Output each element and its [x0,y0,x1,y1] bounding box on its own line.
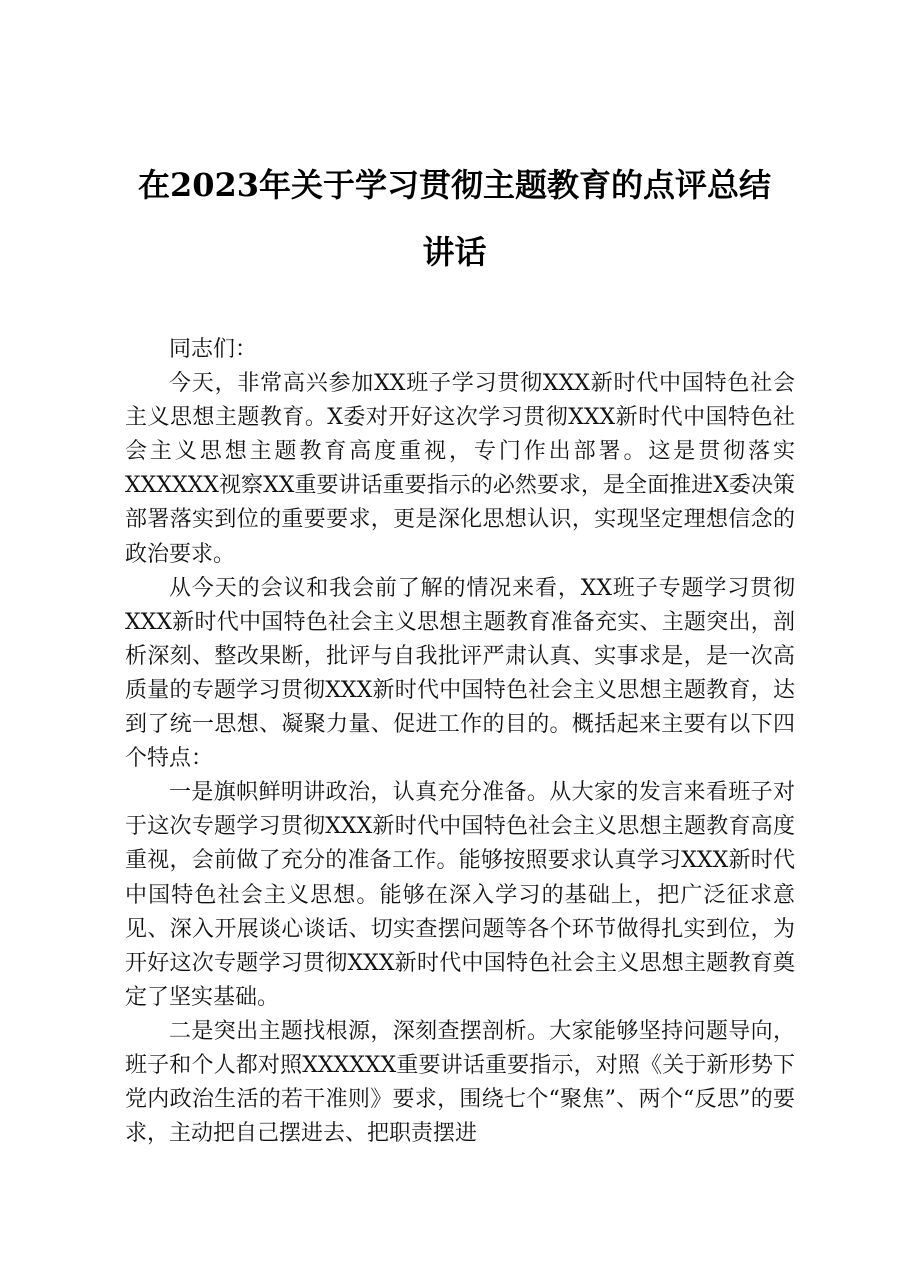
paragraph-4: 二是突出主题找根源，深刻查摆剖析。大家能够坚持问题导向，班子和个人都对照XXXXXX重要讲话重要指示，对照《关于新形势下党内政治生活的若干准则》要求，围绕七个“聚焦”、两个“反思”的要求，主动把自己摆进去、把职责摆进 [125,1018,795,1147]
document-body [125,333,795,1151]
document-title-line-1: 在2023年关于学习贯彻主题教育的点评总结 [137,166,772,204]
salutation: 同志们： [169,337,258,362]
paragraph-3: 一是旗帜鲜明讲政治，认真充分准备。从大家的发言来看班子对于这次专题学习贯彻XXX新时代中国特色社会主义思想主题教育高度重视，会前做了充分的准备工作。能够按照要求认真学习XXX新时代中国特色社会主义思想。能够在深入学习的基础上，把广泛征求意见、深入开展谈心谈话、切实查摆问题等各个环节做得扎实到位，为开好这次专题学习贯彻XXX新时代中国特色社会主义思想主题教育奠定了坚实基础。 [125,780,795,1010]
document-title-line-2: 讲话 [422,233,487,271]
paragraph-2: 从今天的会议和我会前了解的情况来看，XX班子专题学习贯彻XXX新时代中国特色社会主义思想主题教育准备充实、主题突出，剖析深刻、整改果断，批评与自我批评严肃认真、实事求是，是一次高质量的专题学习贯彻XXX新时代中国特色社会主义思想主题教育，达到了统一思想、凝聚力量、促进工作的目的。概括起来主要有以下四个特点： [125,575,795,772]
paragraph-1: 今天，非常高兴参加XX班子学习贯彻XXX新时代中国特色社会主义思想主题教育。X委对开好这次学习贯彻XXX新时代中国特色社会主义思想主题教育高度重视，专门作出部署。这是贯彻落实XXXXXX视察XX重要讲话重要指示的必然要求，是全面推进X委决策部署落实到位的重要要求，更是深化思想认识，实现坚定理想信念的政治要求。 [125,371,795,567]
